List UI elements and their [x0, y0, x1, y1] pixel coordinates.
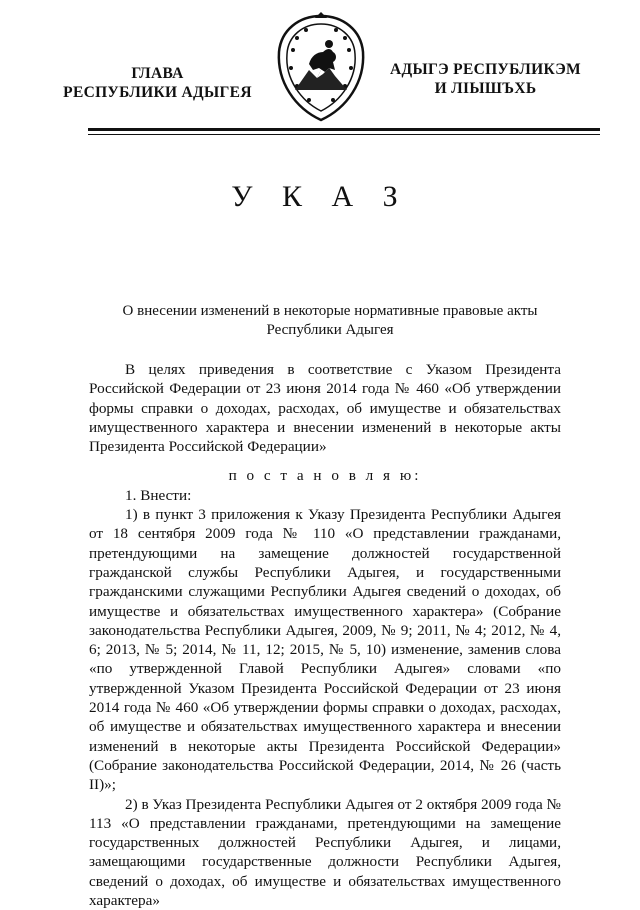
- document-title: У К А З: [231, 180, 409, 213]
- subject-line1: О внесении изменений в некоторые нормативные правовые акты: [122, 303, 538, 319]
- issuer-title-line2: РЕСПУБЛИКИ АДЫГЕЯ: [63, 84, 252, 101]
- subclause-2-paragraph: 2) в Указ Президента Республики Адыгея от 2 октября 2009 года № 113 «О представлении гражданами, претендующими на замещение государственных должностей Республики Адыгея, и лицами, замещающими государственные должности Республики Адыгея, сведений о доходах, об имуществе и обязательствах имущественного характера»: [89, 795, 561, 910]
- preamble-paragraph: В целях приведения в соответствие с Указом Президента Российской Федерации от 23 июня 2014 года № 460 «Об утверждении формы справки о доходах, расходах, об имуществе и обязательствах имущественного характера и внесении изменений в некоторые акты Президента Российской Федерации»: [89, 361, 561, 456]
- subclause-1-paragraph: 1) в пункт 3 приложения к Указу Президента Республики Адыгея от 18 сентября 2009 года № 110 «О представлении гражданами, претендующими на замещение должностей государственной гражданской службы Республики Адыгея, и государственными гражданскими служащими Республики Адыгея сведений о доходах, об имуществе и обязательствах имущественного характера» (Собрание законодательства Республики Адыгея, 2009, № 9; 2011, № 4; 2012, № 4, 6; 2013, № 5; 2014, № 11, 12; 2015, № 5, 10) изменение, заменив слова «по утвержденной Главой Республики Адыгея» словами «по утвержденной Указом Президента Российской Федерации от 23 июня 2014 года № 460 «Об утверждении формы справки о доходах, расходах, об имуществе и обязательствах имущественного характера и внесении изменений в некоторые акты Президента Российской Федерации» (Собрание законодательства Российской Федерации, 2014, № 26 (часть II)»;: [89, 506, 561, 794]
- decree-word: п о с т а н о в л я ю:: [228, 467, 422, 485]
- document-subject: [100, 302, 560, 340]
- subject-line2: Республики Адыгея: [266, 322, 394, 338]
- issuer-title-adyghe-line1: АДЫГЭ РЕСПУБЛИКЭМ: [390, 61, 581, 78]
- issuer-header-adyghe: [378, 60, 593, 98]
- issuer-header-russian: [50, 64, 265, 102]
- clause-1-heading: 1. Внести:: [125, 486, 192, 504]
- issuer-title-adyghe-line2: И ЛІЫШЪХЬ: [434, 80, 537, 97]
- issuer-title-line1: ГЛАВА: [131, 65, 184, 82]
- coat-of-arms-emblem: [273, 12, 369, 124]
- header-divider-thick: [88, 128, 600, 131]
- document-body: [89, 360, 561, 910]
- header-divider-thin: [88, 134, 600, 135]
